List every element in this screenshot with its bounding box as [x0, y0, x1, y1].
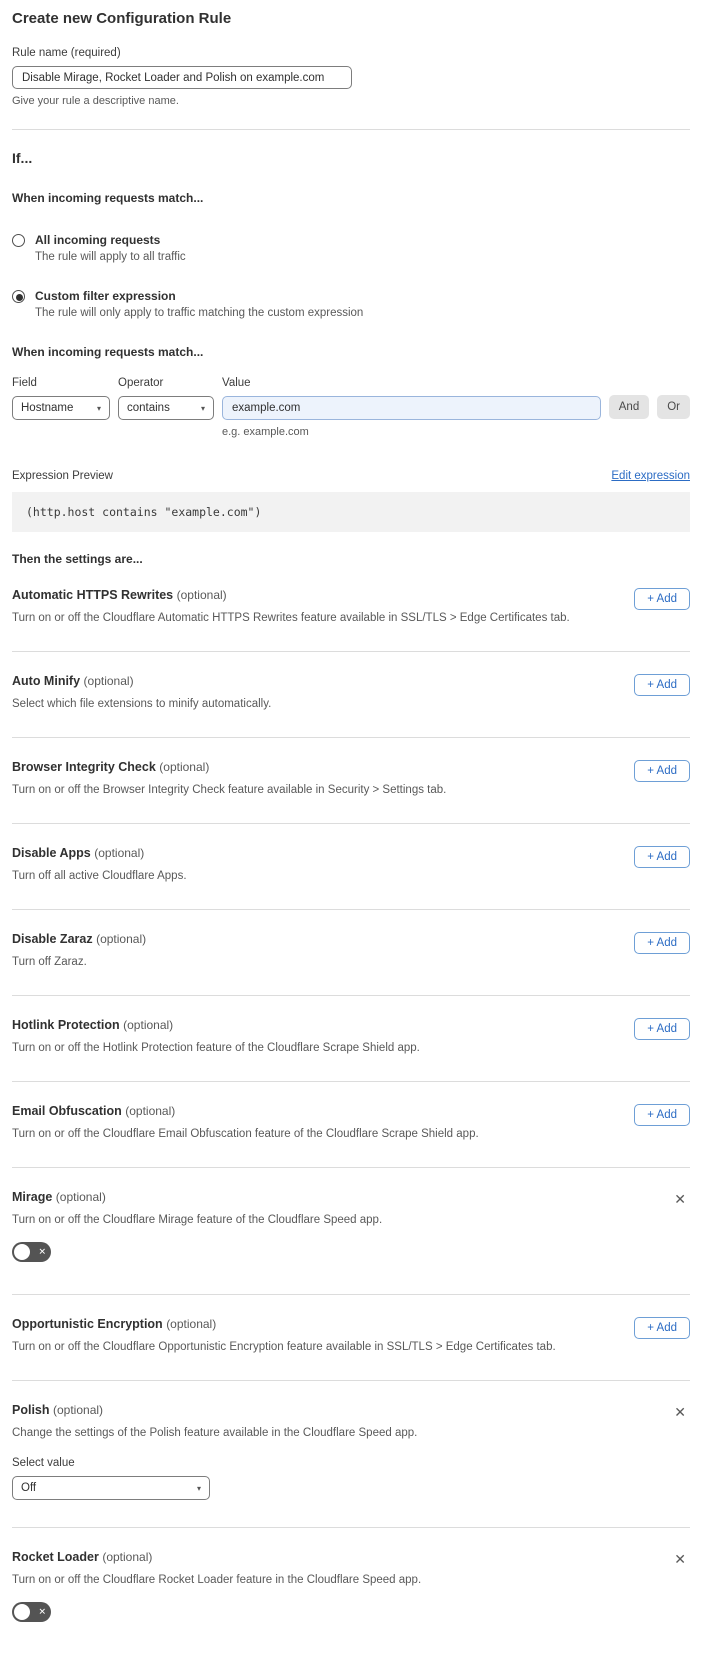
setting-row	[12, 1082, 690, 1168]
radio-selected-icon[interactable]	[12, 290, 25, 303]
operator-select-value: contains	[127, 402, 170, 414]
value-input[interactable]	[222, 396, 601, 420]
radio-label: Custom filter expression	[35, 289, 176, 303]
setting-name: Browser Integrity Check	[12, 760, 156, 774]
setting-description: Turn on or off the Cloudflare Automatic HTTPS Rewrites feature available in SSL/TLS > Edge Certificates tab.	[12, 612, 570, 624]
setting-name: Disable Apps	[12, 846, 91, 860]
add-button[interactable]: + Add	[634, 1317, 690, 1339]
setting-optional-tag: (optional)	[96, 932, 147, 946]
close-icon[interactable]: ✕	[674, 1404, 686, 1420]
setting-row	[12, 1168, 690, 1295]
setting-name: Mirage	[12, 1190, 53, 1204]
setting-description: Turn on or off the Cloudflare Mirage feature of the Cloudflare Speed app.	[12, 1214, 383, 1226]
setting-description: Turn on or off the Cloudflare Rocket Loader feature in the Cloudflare Speed app.	[12, 1574, 422, 1586]
setting-select-label: Select value	[12, 1457, 75, 1469]
radio-all-incoming-requests[interactable]	[12, 233, 690, 263]
setting-select-group	[12, 1457, 650, 1500]
chevron-down-icon: ▾	[96, 403, 101, 413]
radio-description: The rule will apply to all traffic	[35, 251, 186, 263]
radio-description: The rule will only apply to traffic matching the custom expression	[35, 307, 364, 319]
section-divider	[12, 129, 690, 130]
setting-description: Turn on or off the Hotlink Protection feature of the Cloudflare Scrape Shield app.	[12, 1042, 420, 1054]
setting-description: Turn on or off the Cloudflare Opportunistic Encryption feature available in SSL/TLS > Edge Certificates tab.	[12, 1341, 556, 1353]
chevron-down-icon: ▾	[196, 1483, 201, 1493]
incoming-match-label: When incoming requests match...	[12, 191, 204, 205]
setting-optional-tag: (optional)	[55, 1190, 106, 1204]
expression-code-block: (http.host contains "example.com")	[12, 492, 690, 532]
radio-label: All incoming requests	[35, 233, 161, 247]
setting-name: Rocket Loader	[12, 1550, 99, 1564]
operator-select[interactable]	[118, 396, 214, 420]
radio-custom-filter-expression[interactable]	[12, 289, 690, 319]
add-button[interactable]: + Add	[634, 1104, 690, 1126]
setting-description: Turn off all active Cloudflare Apps.	[12, 870, 187, 882]
setting-optional-tag: (optional)	[102, 1550, 153, 1564]
if-heading: If...	[12, 150, 33, 166]
add-button[interactable]: + Add	[634, 846, 690, 868]
setting-description: Change the settings of the Polish feature available in the Cloudflare Speed app.	[12, 1427, 418, 1439]
setting-optional-tag: (optional)	[159, 760, 210, 774]
setting-name: Hotlink Protection	[12, 1018, 120, 1032]
field-select-value: Hostname	[21, 402, 74, 414]
setting-description: Turn off Zaraz.	[12, 956, 87, 968]
setting-name: Polish	[12, 1403, 50, 1417]
setting-name: Email Obfuscation	[12, 1104, 122, 1118]
toggle-knob	[14, 1604, 30, 1620]
setting-row	[12, 1381, 690, 1528]
setting-value-select[interactable]	[12, 1476, 210, 1500]
setting-optional-tag: (optional)	[83, 674, 134, 688]
rule-name-group	[12, 47, 690, 107]
page-title: Create new Configuration Rule	[12, 10, 232, 27]
rule-name-label: Rule name (required)	[12, 47, 121, 59]
setting-row	[12, 1528, 690, 1637]
setting-optional-tag: (optional)	[94, 846, 145, 860]
setting-row	[12, 652, 690, 738]
setting-optional-tag: (optional)	[166, 1317, 217, 1331]
add-button[interactable]: + Add	[634, 1018, 690, 1040]
setting-name: Opportunistic Encryption	[12, 1317, 163, 1331]
close-icon[interactable]: ✕	[674, 1191, 686, 1207]
setting-row	[12, 566, 690, 652]
setting-name: Auto Minify	[12, 674, 81, 688]
add-button[interactable]: + Add	[634, 674, 690, 696]
field-select[interactable]	[12, 396, 110, 420]
and-button[interactable]: And	[609, 395, 649, 419]
setting-optional-tag: (optional)	[123, 1018, 174, 1032]
setting-row	[12, 738, 690, 824]
setting-description: Turn on or off the Cloudflare Email Obfuscation feature of the Cloudflare Scrape Shield app.	[12, 1128, 479, 1140]
value-label: Value	[222, 377, 251, 389]
setting-optional-tag: (optional)	[53, 1403, 104, 1417]
setting-select-value: Off	[21, 1482, 37, 1494]
setting-row	[12, 910, 690, 996]
setting-description: Select which file extensions to minify automatically.	[12, 698, 272, 710]
setting-row	[12, 1295, 690, 1381]
chevron-down-icon: ▾	[200, 403, 205, 413]
toggle-x-icon: ✕	[38, 1606, 46, 1617]
rule-name-input[interactable]	[12, 66, 352, 89]
add-button[interactable]: + Add	[634, 932, 690, 954]
expression-preview-label: Expression Preview	[12, 470, 113, 482]
setting-description: Turn on or off the Browser Integrity Check feature available in Security > Settings tab.	[12, 784, 447, 796]
filter-match-label: When incoming requests match...	[12, 345, 204, 359]
setting-name: Automatic HTTPS Rewrites	[12, 588, 174, 602]
settings-list	[12, 566, 690, 1637]
setting-row	[12, 824, 690, 910]
add-button[interactable]: + Add	[634, 760, 690, 782]
or-button[interactable]: Or	[657, 395, 690, 419]
radio-unselected-icon[interactable]	[12, 234, 25, 247]
toggle-knob	[14, 1244, 30, 1260]
operator-label: Operator	[118, 377, 164, 389]
expression-preview-header	[12, 470, 690, 482]
match-type-radio-group	[12, 233, 690, 319]
setting-toggle-off[interactable]	[12, 1602, 51, 1622]
setting-toggle-off[interactable]	[12, 1242, 51, 1262]
edit-expression-link[interactable]: Edit expression	[611, 470, 690, 482]
setting-optional-tag: (optional)	[176, 588, 227, 602]
add-button[interactable]: + Add	[634, 588, 690, 610]
setting-optional-tag: (optional)	[125, 1104, 176, 1118]
setting-row	[12, 996, 690, 1082]
setting-name: Disable Zaraz	[12, 932, 93, 946]
close-icon[interactable]: ✕	[674, 1551, 686, 1567]
value-help: e.g. example.com	[222, 426, 309, 438]
field-label: Field	[12, 377, 37, 389]
toggle-x-icon: ✕	[38, 1246, 46, 1257]
rule-name-help: Give your rule a descriptive name.	[12, 95, 179, 107]
filter-builder-row	[12, 377, 690, 438]
then-settings-label: Then the settings are...	[12, 552, 143, 566]
